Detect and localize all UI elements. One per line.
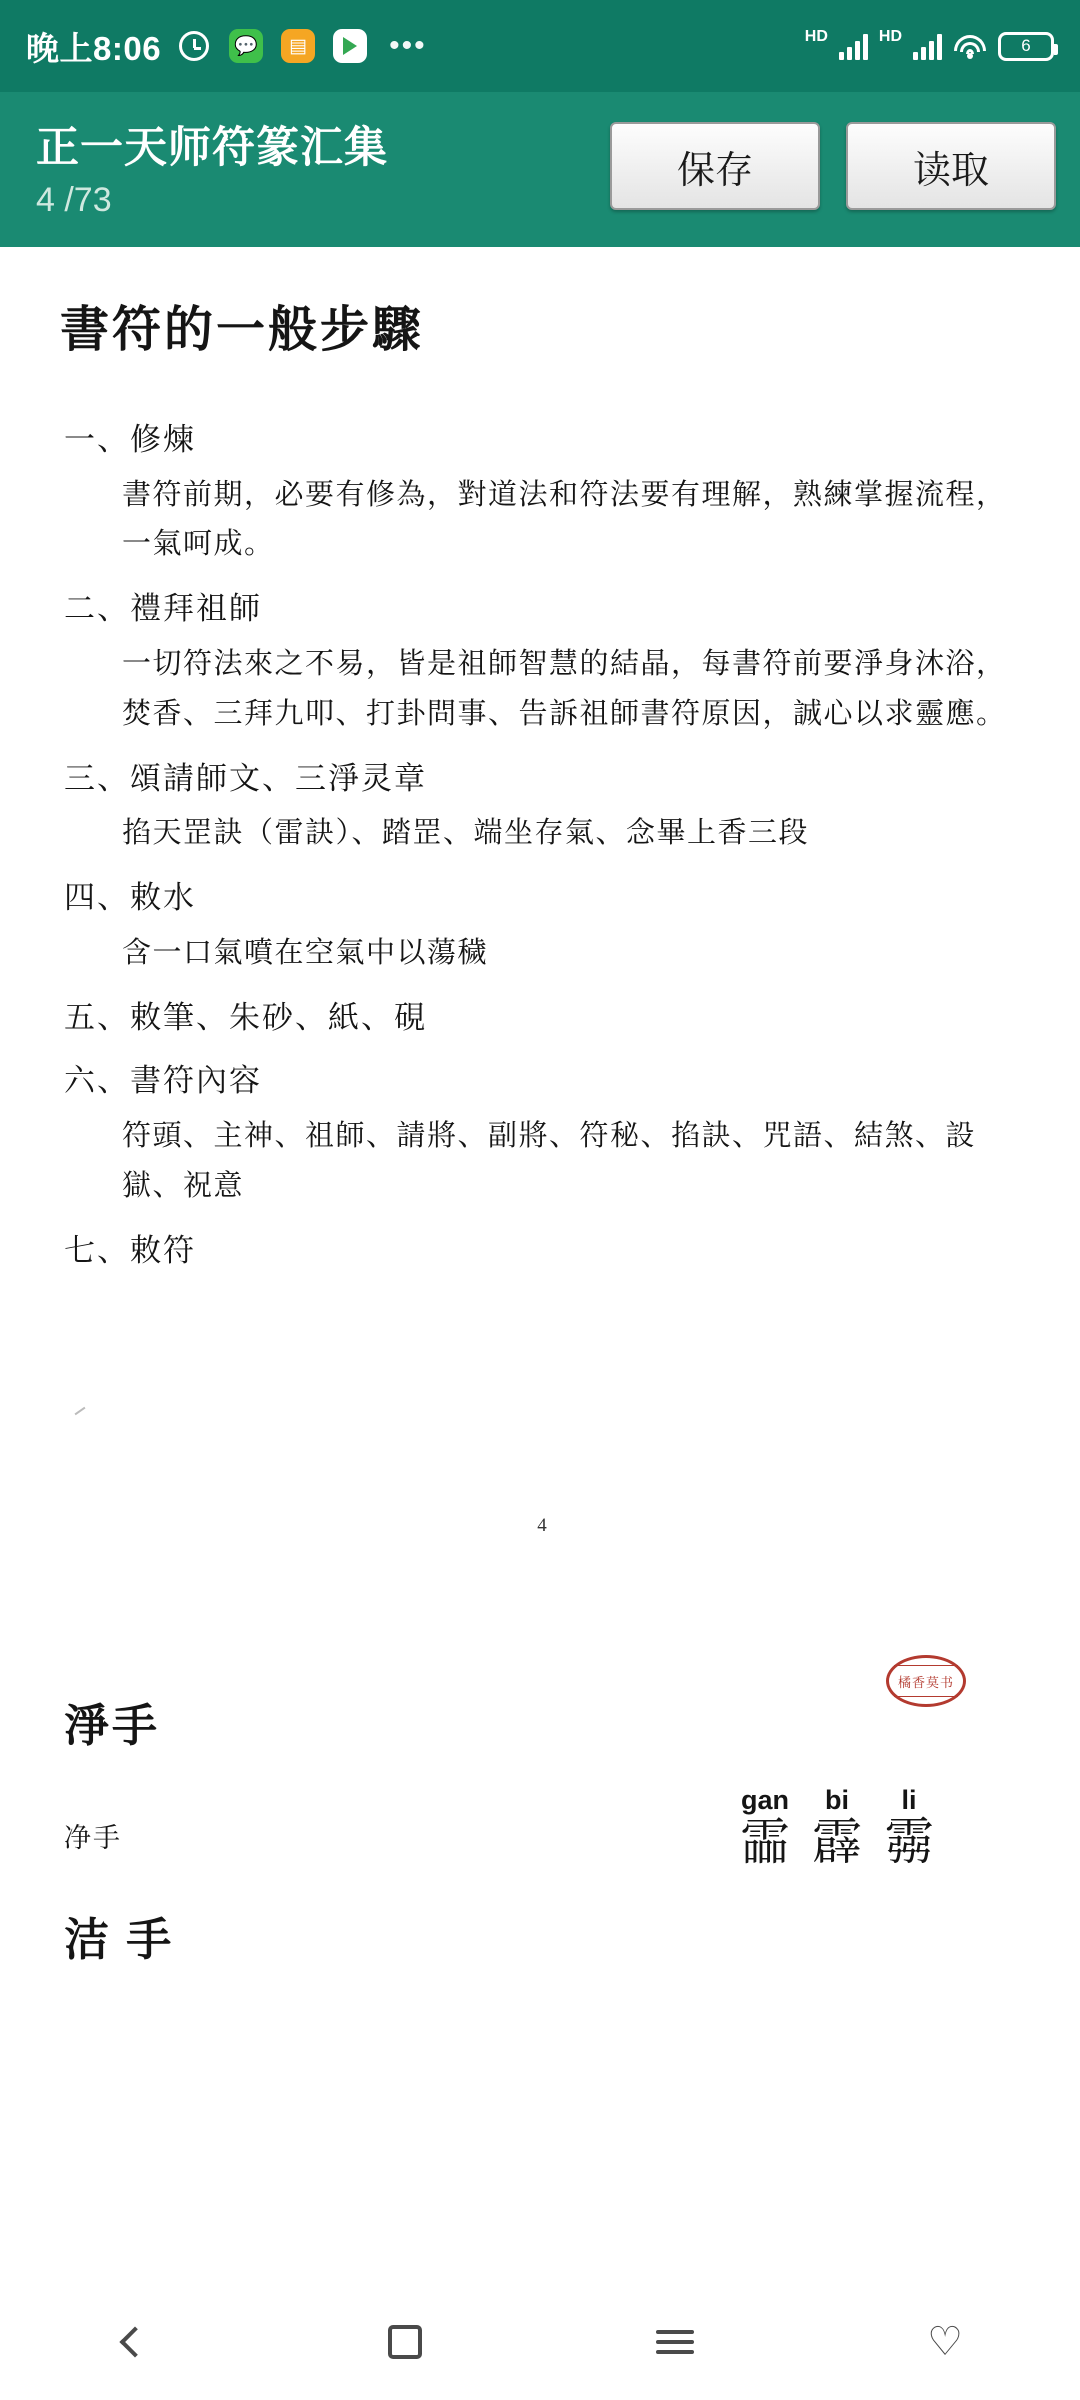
page-title: 正一天师符篆汇集 <box>36 124 388 172</box>
hd-badge-2: HD <box>878 28 902 45</box>
document-section <box>60 754 1024 859</box>
page-indicator: 4 /73 <box>36 181 112 219</box>
glyph-item <box>884 1785 934 1869</box>
section-title: 二、禮拜祖師 <box>64 591 262 627</box>
section-title: 六、書符內容 <box>64 1063 262 1099</box>
section-body: 一切符法來之不易，皆是祖師智慧的結晶，每書符前要淨身沐浴，焚香、三拜九叩、打卦問事、告訴祖師書符原因，誠心以求靈應。 <box>122 647 1007 730</box>
more-dots-icon: ••• <box>389 29 427 62</box>
document-page <box>0 247 1080 1966</box>
document-page-next <box>60 1674 1024 1966</box>
status-bar-right <box>804 28 1054 61</box>
glyph-char: 霛 <box>884 1814 934 1871</box>
assistant-icon[interactable]: ♡ <box>927 2320 963 2364</box>
glyph-char: 霹 <box>812 1814 862 1871</box>
status-time: 晚上8:06 <box>26 29 162 67</box>
status-bar <box>0 0 1080 92</box>
battery-icon <box>998 32 1054 61</box>
section-title: 七、敕符 <box>64 1232 196 1268</box>
glyph-pinyin: gan <box>740 1785 789 1816</box>
section-title: 四、敕水 <box>64 880 196 916</box>
document-section <box>60 1226 1024 1276</box>
glyph-pinyin: bi <box>825 1785 849 1816</box>
section-title: 三、頌請師文、三淨灵章 <box>64 760 427 796</box>
load-button[interactable]: 读取 <box>846 122 1056 210</box>
glyph-char: 霝 <box>740 1814 790 1871</box>
status-bar-left <box>26 23 427 70</box>
next-page-cut-heading: 洁 手 <box>64 1915 175 1966</box>
document-section <box>60 1056 1024 1211</box>
document-section <box>60 415 1024 570</box>
wechat-icon: 💬 <box>227 27 265 65</box>
header-buttons <box>610 114 1056 210</box>
document-section <box>60 584 1024 739</box>
seal-stamp: 橘香莫书 <box>886 1655 966 1707</box>
next-page-heading: 淨手 <box>64 1701 161 1752</box>
app-header <box>0 92 1080 247</box>
signal-icon-2 <box>913 32 942 60</box>
home-icon[interactable] <box>378 2315 432 2369</box>
glyph-item <box>812 1785 862 1869</box>
glyph-group <box>740 1785 934 1869</box>
glyph-item <box>740 1785 790 1869</box>
next-page-subheading: 净手 <box>64 1823 122 1854</box>
app-title-block <box>36 114 388 220</box>
save-button[interactable]: 保存 <box>610 122 820 210</box>
alarm-icon <box>175 27 213 65</box>
page-number: 4 <box>537 1515 547 1537</box>
play-store-icon <box>331 27 369 65</box>
section-title: 五、敕筆、朱砂、紙、硯 <box>64 999 427 1035</box>
document-section <box>60 993 1024 1043</box>
hd-badge-1: HD <box>804 28 828 45</box>
document-section <box>60 873 1024 978</box>
section-body: 符頭、主神、祖師、請將、副將、符秘、掐訣、咒語、結煞、設獄、祝意 <box>122 1119 977 1202</box>
wifi-icon <box>953 33 987 59</box>
system-navigation-bar <box>0 2284 1080 2400</box>
section-body: 掐天罡訣（雷訣）、踏罡、端坐存氣、念畢上香三段 <box>122 817 810 850</box>
recents-icon[interactable] <box>648 2315 702 2369</box>
glyph-pinyin: li <box>901 1785 917 1816</box>
document-viewer[interactable] <box>0 247 1080 2284</box>
section-title: 一、修煉 <box>64 422 196 457</box>
section-body: 書符前期，必要有修為，對道法和符法要有理解，熟練掌握流程，一氣呵成。 <box>122 478 1007 561</box>
back-icon[interactable] <box>108 2315 162 2369</box>
battery-level: 6 <box>1021 36 1031 55</box>
section-body: 含一口氣噴在空氣中以蕩穢 <box>122 936 489 969</box>
document-heading: 書符的一般步驟 <box>60 302 425 357</box>
notes-icon: ▤ <box>279 27 317 65</box>
signal-icon-1 <box>839 32 868 60</box>
